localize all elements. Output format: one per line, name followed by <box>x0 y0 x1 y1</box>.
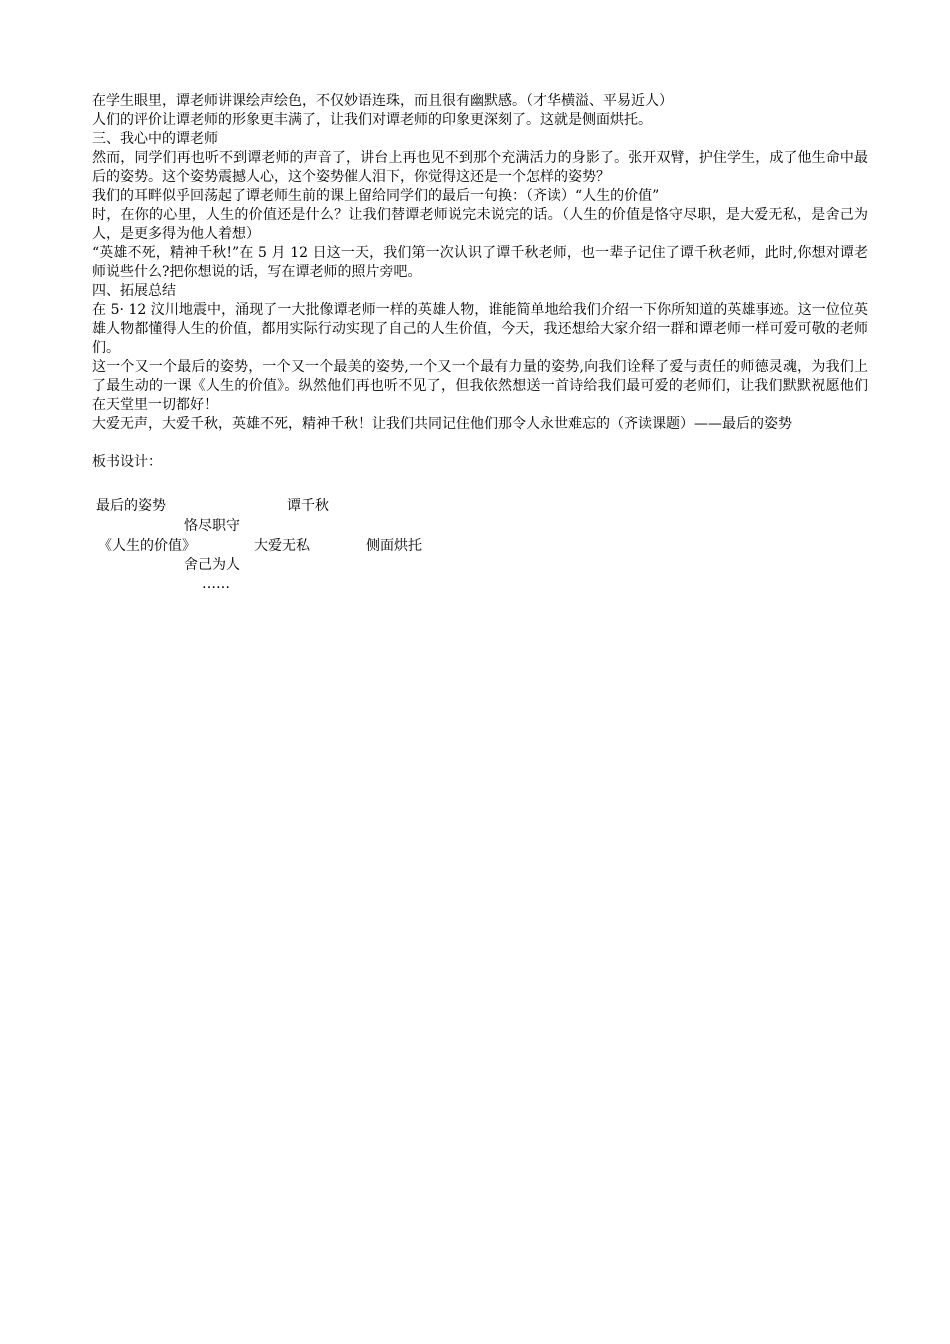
paragraph-last-posture: 然而，同学们再也听不到谭老师的声音了，讲台上再也见不到那个充满活力的身影了。张开双臂，护住学生，成了他生命中最后的姿势。这个姿势震撼人心，这个姿势催人泪下，你觉得这还是一个怎样的姿势？ <box>92 150 868 185</box>
paragraph-earthquake-heroes: 在 5· 12 汶川地震中，涌现了一大批像谭老师一样的英雄人物，谁能简单地给我们介绍一下你所知道的英雄事迹。这一位位英雄人物都懂得人生的价值，都用实际行动实现了自己的人生价值，今天，我还想给大家介绍一群和谭老师一样可爱可敬的老师们。 <box>92 302 868 356</box>
paragraph-hero-never-dies: “英雄不死，精神千秋!”在 5 月 12 日这一天，我们第一次认识了谭千秋老师，也一辈子记住了谭千秋老师，此时,你想对谭老师说些什么?把你想说的话，写在谭老师的照片旁吧。 <box>92 245 868 280</box>
document-body <box>92 92 868 472</box>
paragraph-last-words: 我们的耳畔似乎回荡起了谭老师生前的课上留给同学们的最后一句换：（齐读）“人生的价值” <box>92 188 660 204</box>
section-heading-4: 四、拓展总结 <box>92 283 176 299</box>
paragraph-value-of-life: 时，在你的心里，人生的价值还是什么？让我们替谭老师说完未说完的话。（人生的价值是恪守尽职，是大爱无私，是舍己为人，是更多得为他人着想） <box>92 207 868 242</box>
board-subtitle: 《人生的价值》 <box>98 538 196 554</box>
paragraph-side-contrast: 人们的评价让谭老师的形象更丰满了，让我们对谭老师的印象更深刻了。这就是侧面烘托。 <box>92 112 652 128</box>
blank-line <box>92 434 868 453</box>
board-item-side-contrast: 侧面烘托 <box>366 538 422 554</box>
board-item-sacrifice: 舍己为人 <box>184 557 240 573</box>
section-heading-3: 三、我心中的谭老师 <box>92 131 218 147</box>
board-title-right: 谭千秋 <box>287 498 329 514</box>
board-ellipsis: …… <box>202 576 230 592</box>
paragraph-teacher-soul: 这一个又一个最后的姿势，一个又一个最美的姿势,一个又一个最有力量的姿势,向我们诠释了爱与责任的师德灵魂，为我们上了最生动的一课《人生的价值》。纵然他们再也听不见了，但我依然想送一首诗给我们最可爱的老师们，让我们默默祝愿他们在天堂里一切都好！ <box>92 359 868 413</box>
paragraph-students-view: 在学生眼里，谭老师讲课绘声绘色，不仅妙语连珠，而且很有幽默感。（才华横溢、平易近人） <box>92 93 673 109</box>
paragraph-closing: 大爱无声，大爱千秋，英雄不死，精神千秋！让我们共同记住他们那令人永世难忘的（齐读课题）——最后的姿势 <box>92 416 792 432</box>
board-item-selfless: 大爱无私 <box>254 538 310 554</box>
board-item-duty: 恪尽职守 <box>184 518 240 534</box>
board-design-label: 板书设计： <box>92 454 162 470</box>
board-title-left: 最后的姿势 <box>96 498 166 514</box>
board-design <box>92 497 492 607</box>
